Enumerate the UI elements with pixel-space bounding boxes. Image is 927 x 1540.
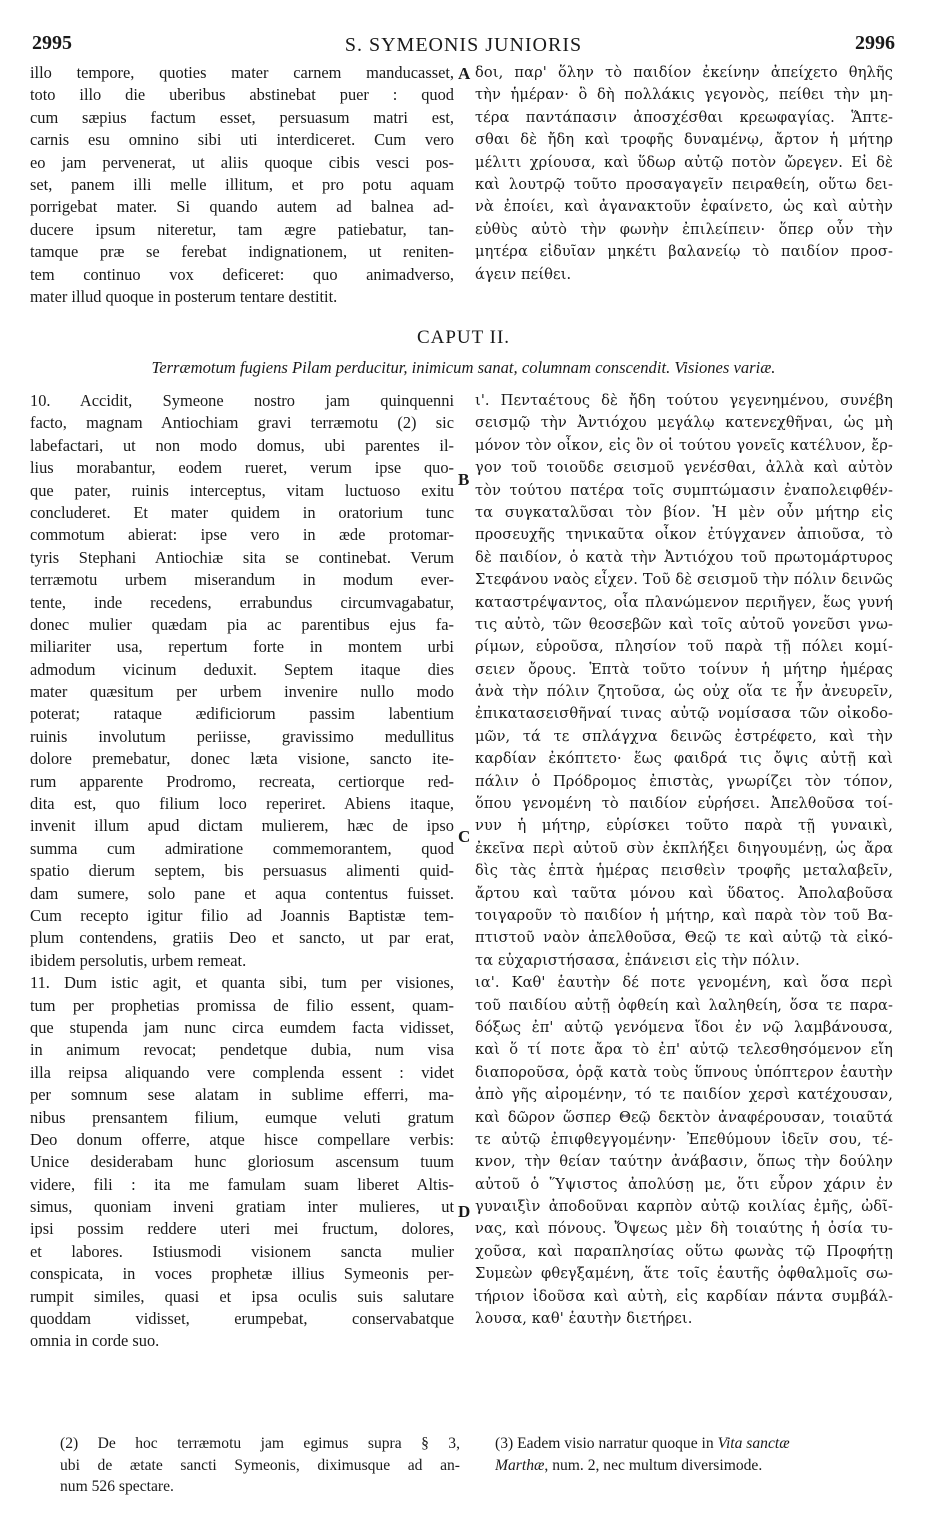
greek-main-line: ὅπου γενομένη τὸ παιδίον εὑρήσει. Ἀπελθοῦσα τοί-: [475, 795, 893, 813]
latin-main-line: admodum vicinum deduxit. Septem itaque dies: [30, 659, 454, 679]
latin-main-line: ipsi possim reddere uteri mei fructum, dolores,: [30, 1219, 454, 1239]
latin-main-line: conspicata, in voces prophetæ illius Symeonis per-: [30, 1264, 454, 1284]
margin-marker-a: A: [458, 64, 471, 83]
latin-top-line: tem continuo vox deficeret: quo animadverso,: [30, 264, 454, 284]
greek-main-line: πτιστοῦ ναὸν ἀπελθοῦσα, Θεῷ τε καὶ αὐτῷ τὰ εἰκό-: [475, 929, 893, 947]
latin-main-line: terræmotu urbem miserandum in modum ever-: [30, 570, 454, 590]
greek-top-line: εὐθὺς αὐτὸ τὴν φωνὴν ἐπιλείπειν· ὅπερ οὖν τὴν: [475, 220, 893, 238]
greek-main-line: νας, καὶ πόνους. Ὄψεως μὲν δὴ τοιαύτης ἡ ὁσία τυ-: [475, 1220, 893, 1238]
greek-main-line: γυναιξὶν ἀποδοῦναι καρπὸν αὐτῷ κοιλίας ἐμῆς, ὠδῖ-: [475, 1198, 893, 1216]
latin-main-line: 10. Accidit, Symeone nostro jam quinquenni: [30, 391, 454, 410]
footnote-right-prefix: (3) Eadem visio narratur quoque in: [495, 1435, 718, 1452]
greek-main-line: τοιγαροῦν τὸ παιδίον ἡ μήτηρ, καὶ παρὰ τὸν τοῦ Βα-: [475, 906, 893, 924]
footnote-left-line: (2) De hoc terræmotu jam egimus supra § 3,: [60, 1435, 460, 1452]
latin-main-line: poterat; rataque ædificiorum passim labentium: [30, 704, 454, 724]
footnote-left-line: num 526 spectare.: [60, 1478, 174, 1495]
greek-main-line: τις αὐτὸ, τῶν θεοσεβῶν καὶ τοῖς αὐτοῦ γονεῦσι γνω-: [475, 615, 893, 633]
section-heading: CAPUT II.: [416, 327, 511, 348]
greek-main-line: ἐπικατασεισθῆναί τινας αὐτῷ νομίσασα τῶν οἰκοδο-: [475, 705, 893, 723]
margin-marker-d: D: [458, 1202, 471, 1221]
greek-main-line: ἐκεῖνα περὶ αὐτοῦ σὺν ἐκπλήξει διηγουμένῃ, ὡς ἄρα: [475, 839, 893, 857]
latin-main-line: donec mulier quædam pia ac parentibus ejus fa-: [30, 614, 454, 634]
latin-main-line: que pater, ruinis interceptus, vitam luctuoso exitu: [30, 480, 454, 500]
greek-main-line: λουσα, καθ' ἑαυτὴν διετήρει.: [475, 1310, 693, 1328]
greek-main-line: ἄρτου καὶ ταῦτα μόνου καὶ ὕδατος. Ἀπολαβοῦσα: [475, 884, 893, 902]
latin-main-line: lius morabantur, eodem rueret, verum ipse quo-: [30, 458, 454, 478]
latin-main-line: rumpit similes, quasi et ipsa oculis suis salutare: [30, 1286, 454, 1306]
latin-main-line: dam sumere, solo pane et aqua contentus fuisset.: [30, 883, 454, 903]
latin-main-line: Cum recepto igitur filio ad Joannis Baptistæ tem-: [30, 905, 454, 925]
latin-top-line: mater illud quoque in posterum tentare destitit.: [30, 286, 338, 306]
latin-top-line: cum sæpius factum esset, persuasum matri est,: [30, 107, 454, 127]
margin-marker-c: C: [458, 827, 471, 846]
greek-top-line: τέρα παντάπασιν ἀποσχέσθαι κρεωφαγίας. Ἅπτε-: [475, 108, 893, 126]
greek-main-line: μῶν, τά τε σπλάγχνα δεινῶς ἐστρέφετο, καὶ τὴν: [475, 727, 893, 745]
greek-main-line: δόξως ἐπ' αὐτῷ γενόμενα ἴδοι ἐν νῷ λαμβάνουσα,: [475, 1018, 893, 1036]
footnote-right-italic: Vita sanctæ: [717, 1435, 790, 1452]
latin-main-line: concluderet. Et mater quidem in oratorium tunc: [30, 502, 454, 522]
greek-main-line: σεισμῷ τὴν Ἀντιόχου μεγάλῳ κατενεχθῆναι, ὡς μὴ: [475, 414, 893, 432]
latin-main-line: dolore premebatur, donec læta visione, sancto ite-: [30, 749, 454, 769]
footnote-right-line: [495, 1433, 895, 1455]
greek-main-line: τα εὐχαριστήσασα, ἐπάνεισι εἰς τὴν πόλιν.: [475, 951, 800, 969]
greek-main-line: τα συγκαταλῦσαι τὸν βίον. Ἡ μὲν οὖν μήτηρ εἰς: [475, 503, 893, 521]
greek-column-top: [475, 62, 893, 286]
greek-main-line: καὶ ὅ τί ποτε ἄρα τὸ ἐπ' αὐτῷ τελεσθησόμενον εἴη: [475, 1041, 893, 1059]
greek-top-line: καὶ λουτρῷ τοῦτο προσαγαγεῖν πειραθείη, οὕτω δει-: [475, 175, 893, 193]
latin-main-line: invenit illum apud dictam mulierem, hæc de ipso: [30, 816, 454, 836]
greek-main-line: ια'. Καθ' ἑαυτὴν δέ ποτε γενομένη, καὶ ὅσα περὶ: [475, 974, 893, 992]
latin-main-line: nibus prensantem filium, eumque veluti gratum: [30, 1107, 454, 1127]
latin-main-line: per somnum sese alatam in sublime efferri, ma-: [30, 1085, 454, 1105]
latin-main-line: in animum revocat; pendetque dubia, num visa: [30, 1040, 454, 1060]
latin-main-line: que stupenda jam nunc circa eumdem facta vidisset,: [30, 1017, 454, 1037]
latin-top-line: carnis esu omnino sibi uti interdiceret. Cum vero: [30, 130, 454, 150]
latin-main-line: 11. Dum istic agit, et quanta sibi, tum per visiones,: [30, 973, 454, 993]
greek-top-line: άγειν πείθει.: [475, 265, 572, 283]
footnote-left-line: ubi de ætate sancti Symeonis, diximusque ad an-: [60, 1456, 460, 1474]
greek-column-main: [475, 390, 893, 1330]
left-page-number: 2995: [32, 32, 72, 54]
greek-main-line: δὲ παιδίον, ὁ κατὰ τὴν Ἀντιόχου τοῦ πρωτομάρτυρος: [475, 548, 893, 566]
greek-main-line: καὶ δῶρον ὥσπερ Θεῷ δεκτὸν ἀναφέρουσαν, τοιαῦτά: [475, 1108, 893, 1126]
latin-top-line: toto illo die uberibus abstinebat puer : quod: [30, 85, 454, 105]
latin-main-line: et labores. Istiusmodi visionem sancta mulier: [30, 1241, 454, 1261]
latin-main-line: omnia in corde suo.: [30, 1331, 160, 1351]
greek-main-line: ἀνὰ τὴν πόλιν ζητοῦσα, ὡς οὐχ οἵα τε ἦν ἀνευρεῖν,: [475, 683, 893, 701]
greek-main-line: τε αὐτῷ ἐπιφθεγγομένην· Ἐπεθύμουν ἰδεῖν σου, τέ-: [475, 1130, 893, 1148]
latin-main-line: tum per prophetias promissa de filio essent, quam-: [30, 995, 454, 1015]
latin-top-line: eo jam pervenerat, ut aliis quoque cibis vesci pos-: [30, 152, 454, 172]
right-page-number: 2996: [855, 32, 895, 54]
greek-main-line: καταστρέψαντος, οἷα πλανώμενον περιῆγεν, ἕως γυνή: [475, 593, 893, 611]
greek-main-line: Συμεὼν φθεγξαμένη, ἅτε τοῖς ἑαυτῆς ὀφθαλμοῖς σω-: [475, 1265, 893, 1283]
greek-main-line: τοῦ παιδίου αὐτῇ ὀφθείη καὶ λαληθείη, ὅσα τε παρα-: [475, 996, 893, 1014]
latin-main-line: simus, quoniam inveni gratiam inter mulieres, ut: [30, 1197, 454, 1217]
greek-top-line: σθαι δὲ ἤδη καὶ τροφῆς δυναμένῳ, ἄρτον ἡ μήτηρ: [475, 131, 893, 149]
latin-main-line: commotum abierat: ipse vero in æde protomar-: [30, 525, 454, 545]
greek-main-line: Στεφάνου ναὸς εἶχεν. Τοῦ δὲ σεισμοῦ τὴν πόλιν δεινῶς: [475, 571, 893, 589]
greek-main-line: ἀπὸ γῆς αἰρομένην, τό τε παιδίον χερσὶ κατέχουσαν,: [475, 1086, 893, 1104]
latin-main-line: miliariter usa, repertum forte in montem urbi: [30, 637, 454, 657]
latin-main-line: ruinis involutum periisse, gravissimo medullitus: [30, 726, 454, 746]
footnote-left: [60, 1433, 460, 1498]
latin-column-main: [30, 390, 454, 1353]
latin-main-line: dita est, quo filium loco reperiret. Abiens itaque,: [30, 794, 454, 814]
latin-main-line: mater quæsitum per urbem invenire nullo modo: [30, 682, 454, 702]
greek-top-line: τὴν ἡμέραν· ὃ δὴ πολλάκις γεγονὸς, πείθει τὴν μη-: [475, 86, 893, 104]
greek-top-line: μέλιτι χρίουσα, καὶ ὕδωρ αὐτῷ ποτὸν ὤρεγεν. Εἰ δὲ: [475, 153, 893, 171]
latin-main-line: Unice desiderabam hunc gloriosum ascensum tuum: [30, 1152, 454, 1172]
latin-main-line: tente, inde recedens, errabundus circumvagabatur,: [30, 592, 454, 612]
section-summary: Terræmotum fugiens Pilam perducitur, inimicum sanat, columnam conscendit. Visiones variæ.: [151, 358, 776, 377]
greek-main-line: κνον, τὴν θείαν ταύτην ἀνάβασιν, ὅπως τὴν δούλην: [475, 1153, 893, 1171]
greek-main-line: διαποροῦσα, ὁρᾷ κατὰ τοὺς ὕπνους ὑπόπτερον ἑαυτὴν: [475, 1063, 893, 1081]
greek-main-line: γον τοῦ τοιοῦδε σεισμοῦ γενέσθαι, ἀλλὰ καὶ αὐτὸν: [475, 459, 893, 477]
greek-main-line: σειεν ὄρους. Ἑπτὰ τοῦτο τοίνυν ἡ μήτηρ ἡμέρας: [475, 660, 893, 678]
page-header: [30, 32, 897, 60]
greek-main-line: ρίμων, εὑροῦσα, πλησίον τοῦ παρὰ τῇ πόλει κομί-: [475, 638, 893, 656]
latin-main-line: rum apparente Prodromo, recreata, certiorque red-: [30, 771, 454, 791]
latin-main-line: spatio dierum septem, bis persuasus alimenti quid-: [30, 861, 454, 881]
greek-main-line: πάλιν ὁ Πρόδρομος ἐπιστὰς, γνωρίζει τὸν τόπον,: [475, 772, 893, 790]
greek-main-line: νυν ἡ μήτηρ, εὑρίσκει τοῦτο παρὰ τῇ γυναικὶ,: [475, 817, 893, 835]
greek-main-line: δὶς τὰς ἑπτὰ ἡμέρας πεισθεὶν τροφῆς μεταλαβεῖν,: [475, 862, 893, 880]
latin-main-line: plum contendens, gratiis Deo et sancto, ut par erat,: [30, 928, 454, 948]
greek-top-line: μητέρα εἰδυῖαν μηκέτι βαλανείῳ τὸ παιδίον προσ-: [475, 243, 893, 261]
latin-main-line: quoddam vidisset, erumpebat, conservabatque: [30, 1309, 454, 1329]
latin-main-line: illa reipsa aliquando vere complenda essent : videt: [30, 1062, 454, 1082]
footnote-right-line2-italic: Marthæ: [495, 1456, 545, 1474]
greek-top-line: δοι, παρ' ὅλην τὸ παιδίον ἐκείνην ἀπείχετο θηλῆς: [475, 64, 893, 81]
latin-top-line: tamque præ se ferebat indignationem, ut reniten-: [30, 242, 454, 262]
latin-main-line: labefactari, ut non modo domus, ubi parentes il-: [30, 435, 454, 455]
margin-marker-b: B: [458, 470, 470, 489]
greek-main-line: αὐτοῦ ὁ Ὕψιστος ἀπολύσῃ με, ὅτι εὗρον χάριν ἐν: [475, 1175, 893, 1193]
greek-main-line: προσευχῆς τηνικαῦτα οἶκον ἐτύγχανεν ἀπιοῦσα, τὸ: [475, 526, 893, 544]
latin-main-line: ibidem persolutis, urbem remeat.: [30, 950, 247, 970]
latin-main-line: facto, magnam Antiochiam gravi terræmotu (2) sic: [30, 413, 454, 433]
footnote-right-line: [495, 1455, 895, 1477]
greek-top-line: νὰ ἐποίει, καὶ ἀγανακτοῦν ἐφαίνετο, ὡς καὶ αὐτὴν: [475, 198, 893, 216]
latin-top-line: set, panem illi melle illitum, et pro potu aquam: [30, 174, 454, 194]
running-title: S. SYMEONIS JUNIORIS: [344, 34, 583, 56]
greek-main-line: τὸν τούτου πατέρα τοῖς συμπτώμασιν ἐναπολειφθέν-: [475, 481, 893, 499]
footnote-right-line2-rest: , num. 2, nec multum diversimode.: [544, 1456, 763, 1474]
greek-main-line: τήριον ἰδοῦσα καὶ αὐτὴ, εἰς καρδίαν πάντα συμβάλ-: [475, 1287, 893, 1305]
greek-main-line: μόνον τὸν οἶκον, εἰς ὃν οἱ τούτου γονεῖς κατέλυον, ἔρ-: [475, 436, 893, 454]
latin-top-line: illo tempore, quoties mater carnem manducasset,: [30, 63, 454, 82]
greek-main-line: χοῦσα, καὶ παραπλησίας οὕτω φωνὰς τῷ Προφήτῃ: [475, 1242, 893, 1260]
latin-main-line: Deo donum offerre, atque hisce compellare verbis:: [30, 1129, 454, 1149]
latin-main-line: videre, fili : ita me famulam suam liberet Altis-: [30, 1174, 454, 1194]
greek-main-line: ι'. Πενταέτους δὲ ἤδη τούτου γεγενημένου, συνέβη: [475, 392, 893, 409]
latin-top-line: porrigebat mater. Si quando autem ad balnea ad-: [30, 197, 454, 217]
latin-top-line: ducere ipsum niteretur, tam ægre patiebatur, tan-: [30, 219, 454, 239]
latin-main-line: summa cum admiratione commemorantem, quod: [30, 838, 454, 858]
latin-main-line: tyris Stephani Antiochiæ sita se continebat. Verum: [30, 547, 454, 567]
latin-column-top: [30, 62, 454, 308]
greek-main-line: καρδίαν ἐκόπτετο· ἕως φαιδρά τις ὄψις αὐτῇ καὶ: [475, 750, 893, 768]
footnote-right: [495, 1433, 895, 1476]
